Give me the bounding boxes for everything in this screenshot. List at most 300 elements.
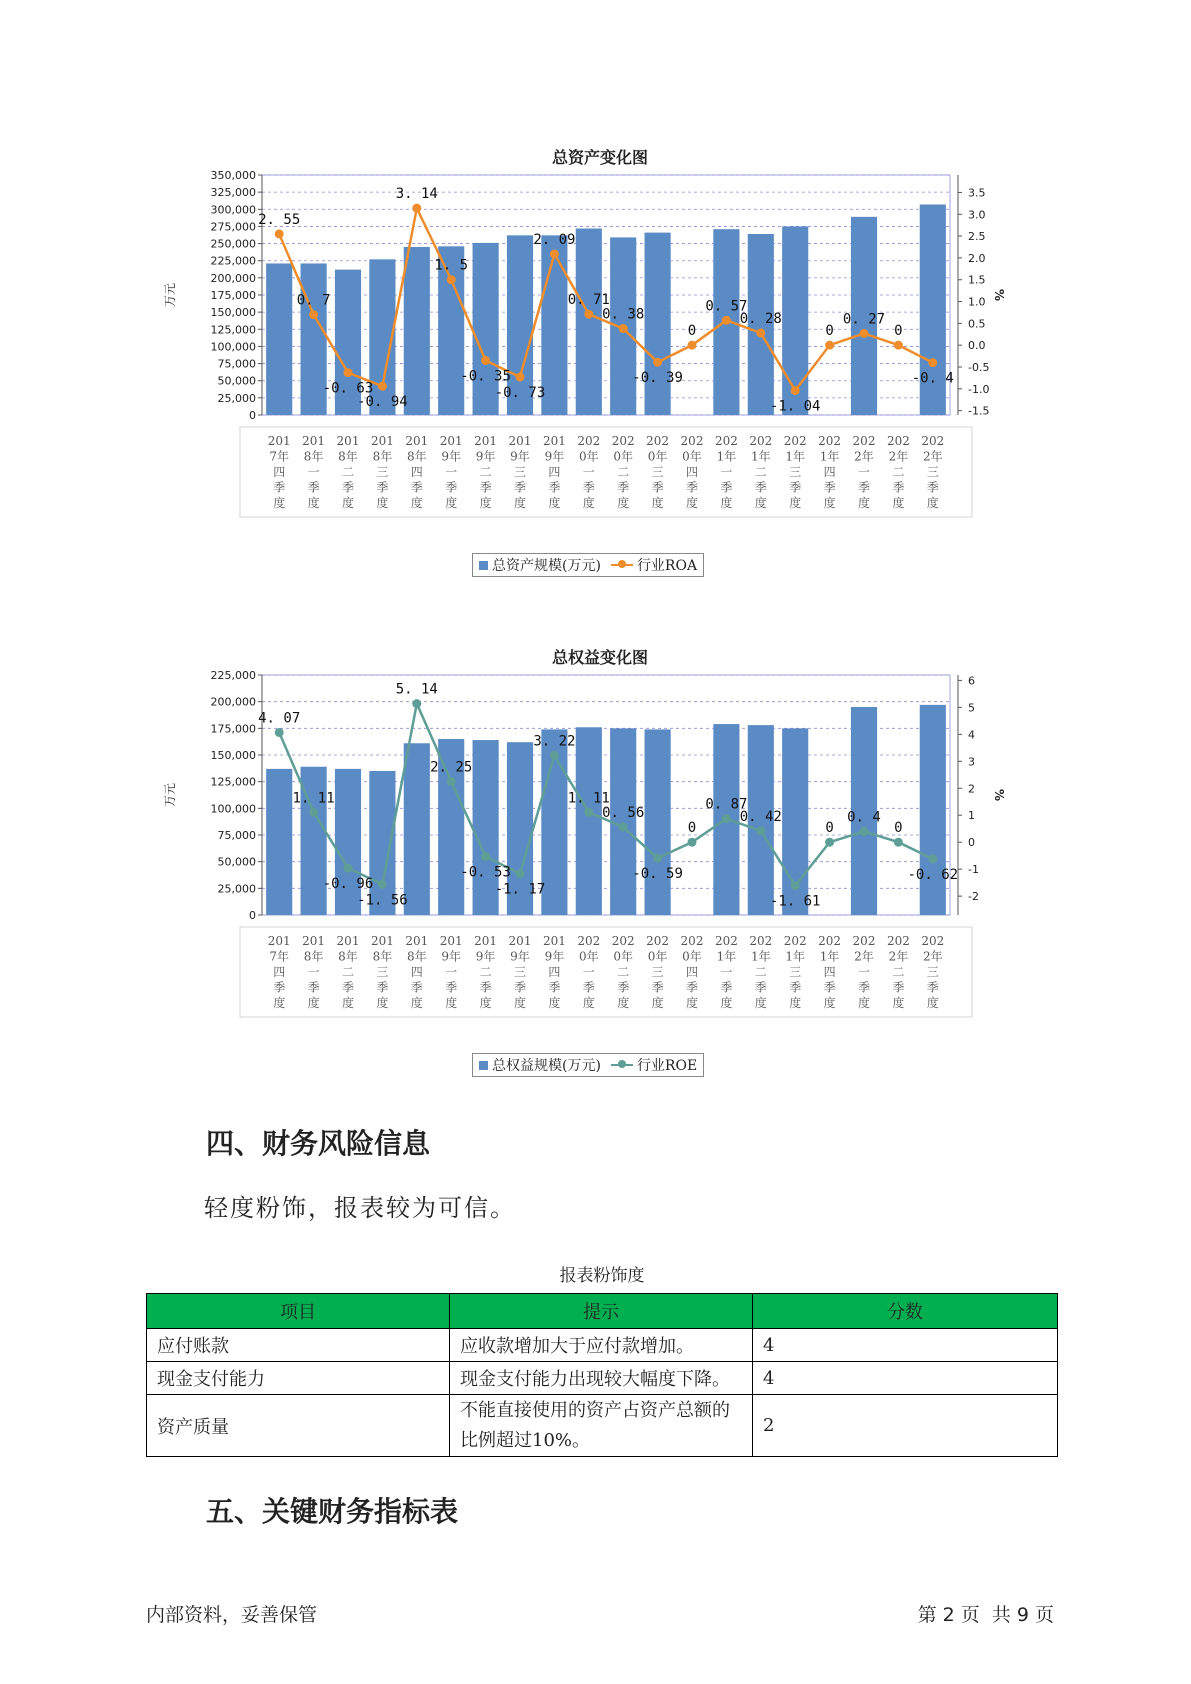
- x-tick-label: 度: [926, 996, 939, 1010]
- y2-tick-label: 0.5: [968, 317, 986, 331]
- x-tick-label: 度: [754, 496, 767, 510]
- x-tick-label: 季: [479, 480, 492, 495]
- x-tick-label: 1年: [750, 949, 771, 964]
- legend-label: 行业ROA: [636, 558, 698, 574]
- x-tick-label: 202: [783, 934, 807, 948]
- data-label: -0. 39: [632, 370, 683, 387]
- y2-tick-label: 3.5: [968, 186, 986, 200]
- x-tick-label: 201: [302, 434, 326, 448]
- x-tick-label: 度: [548, 996, 561, 1010]
- x-tick-label: 202: [646, 434, 670, 448]
- x-tick-label: 2年: [922, 449, 943, 464]
- chart-title: 总资产变化图: [551, 148, 648, 167]
- y-tick-label: 350,000: [210, 169, 256, 182]
- data-label: -0. 59: [632, 866, 683, 883]
- x-tick-label: 季: [513, 980, 527, 995]
- x-tick-label: 季: [754, 480, 767, 495]
- x-tick-label: 一: [445, 965, 458, 979]
- data-label: -0. 73: [494, 385, 546, 402]
- y2-tick-label: 0: [968, 836, 975, 850]
- line-point: [550, 751, 559, 760]
- x-tick-label: 季: [376, 480, 389, 495]
- x-tick-label: 季: [685, 980, 699, 995]
- line-point: [825, 341, 834, 350]
- y-tick-label: 150,000: [210, 749, 256, 762]
- x-tick-label: 四: [548, 965, 561, 979]
- line-point: [344, 864, 353, 873]
- y-tick-label: 100,000: [210, 340, 256, 354]
- x-tick-label: 9年: [441, 949, 462, 964]
- legend-item-bar: [479, 555, 601, 575]
- x-tick-label: 三: [513, 465, 527, 479]
- bar: [645, 729, 671, 915]
- data-label: -1. 56: [357, 892, 408, 909]
- line-point: [825, 838, 834, 847]
- data-label: 0. 71: [567, 292, 610, 309]
- x-tick-label: 季: [445, 480, 458, 495]
- x-tick-label: 一: [445, 465, 458, 479]
- x-tick-label: 度: [548, 496, 561, 510]
- line-point: [344, 368, 353, 377]
- x-tick-label: 9年: [510, 449, 530, 464]
- x-tick-label: 度: [892, 496, 905, 510]
- line-point: [584, 310, 593, 319]
- x-tick-label: 度: [273, 996, 286, 1010]
- data-label: 0: [825, 323, 834, 340]
- y2-tick-label: 3: [968, 755, 975, 769]
- data-label: 0: [825, 820, 834, 837]
- x-tick-label: 季: [685, 480, 699, 495]
- y2-axis-title: %: [992, 288, 1006, 302]
- table-row: [147, 1329, 1058, 1362]
- x-tick-label: 度: [685, 496, 699, 510]
- x-tick-label: 度: [513, 496, 527, 510]
- data-label: 0. 42: [739, 808, 782, 825]
- y-tick-label: 300,000: [210, 203, 256, 217]
- y2-tick-label: 6: [968, 674, 975, 688]
- y-tick-label: 50,000: [217, 855, 256, 869]
- line-point: [928, 358, 937, 367]
- x-tick-label: 2年: [888, 949, 909, 964]
- x-tick-label: 二: [341, 965, 355, 979]
- data-label: 0. 28: [739, 310, 782, 327]
- data-label: -0. 62: [907, 866, 959, 883]
- total-equity-chart: [150, 635, 1050, 1095]
- x-tick-label: 四: [823, 965, 836, 979]
- x-tick-label: 季: [548, 980, 561, 995]
- data-label: -1. 04: [769, 398, 821, 415]
- x-tick-label: 三: [651, 465, 664, 479]
- x-tick-label: 三: [789, 965, 802, 979]
- x-tick-label: 度: [479, 996, 492, 1010]
- x-tick-label: 季: [720, 480, 733, 495]
- x-tick-label: 202: [783, 434, 807, 448]
- line-point: [447, 275, 456, 284]
- y-tick-label: 75,000: [217, 829, 256, 842]
- table-row: [147, 1395, 1058, 1457]
- x-tick-label: 0年: [578, 449, 599, 464]
- x-tick-label: 度: [479, 496, 492, 510]
- x-tick-label: 二: [479, 965, 492, 979]
- x-tick-label: 7年: [269, 949, 290, 964]
- x-tick-label: 季: [617, 480, 630, 495]
- data-label: 0. 38: [602, 306, 645, 323]
- data-label: -1. 61: [769, 893, 821, 910]
- x-tick-label: 度: [685, 996, 699, 1010]
- x-tick-label: 季: [582, 980, 595, 995]
- x-tick-label: 季: [513, 480, 527, 495]
- x-tick-label: 202: [714, 434, 738, 448]
- x-tick-label: 度: [789, 996, 802, 1010]
- x-tick-label: 201: [508, 934, 532, 948]
- line-point: [860, 827, 869, 836]
- y2-tick-label: -1.5: [968, 404, 990, 418]
- line-point: [619, 823, 628, 832]
- x-tick-label: 201: [370, 934, 394, 948]
- x-tick-label: 季: [341, 980, 355, 995]
- line-point: [412, 699, 421, 708]
- data-label: 0. 57: [705, 298, 748, 315]
- x-tick-label: 201: [542, 934, 566, 948]
- x-tick-label: 二: [479, 465, 492, 479]
- x-tick-label: 度: [823, 996, 836, 1010]
- y-tick-label: 75,000: [217, 357, 256, 371]
- x-tick-label: 8年: [372, 949, 393, 964]
- data-label: 2. 25: [430, 759, 473, 776]
- x-tick-label: 201: [267, 934, 291, 948]
- cell-hint: 不能直接使用的资产占资产总额的比例超过10%。: [450, 1395, 753, 1457]
- x-tick-label: 8年: [406, 949, 427, 964]
- x-tick-label: 一: [857, 465, 871, 479]
- x-tick-label: 201: [508, 434, 532, 448]
- x-tick-label: 7年: [269, 449, 290, 464]
- y-tick-label: 200,000: [210, 695, 256, 709]
- x-tick-label: 季: [307, 480, 320, 495]
- x-tick-label: 201: [302, 934, 326, 948]
- x-tick-label: 201: [405, 434, 429, 448]
- y-tick-label: 0: [249, 409, 256, 422]
- x-tick-label: 二: [892, 965, 905, 979]
- y-tick-label: 150,000: [210, 306, 256, 320]
- line-point: [309, 808, 318, 817]
- line-point: [481, 356, 490, 365]
- data-label: -0. 4: [911, 370, 954, 387]
- header-item: 项目: [147, 1294, 450, 1329]
- x-tick-label: 季: [341, 480, 355, 495]
- x-tick-label: 0年: [647, 449, 668, 464]
- y2-tick-label: 2.0: [968, 251, 986, 265]
- line-point: [688, 341, 697, 350]
- y-tick-label: 175,000: [210, 722, 256, 736]
- x-tick-label: 1年: [785, 949, 806, 964]
- chart-title: 总权益变化图: [551, 648, 648, 667]
- x-tick-label: 三: [926, 465, 939, 479]
- x-tick-label: 201: [267, 434, 291, 448]
- table-row: [147, 1362, 1058, 1395]
- bar: [920, 705, 946, 915]
- x-tick-label: 季: [926, 980, 939, 995]
- x-tick-label: 度: [754, 996, 767, 1010]
- x-tick-label: 2年: [854, 449, 874, 464]
- x-tick-label: 一: [307, 965, 320, 979]
- x-tick-label: 202: [886, 434, 910, 448]
- data-label: 4. 07: [258, 710, 301, 727]
- x-tick-label: 202: [818, 934, 842, 948]
- x-tick-label: 一: [720, 465, 733, 479]
- line-point: [378, 880, 387, 889]
- x-tick-label: 度: [823, 496, 836, 510]
- x-tick-label: 二: [892, 465, 905, 479]
- x-tick-label: 度: [582, 496, 595, 510]
- x-tick-label: 季: [857, 980, 871, 995]
- x-tick-label: 9年: [544, 449, 565, 464]
- x-tick-label: 度: [892, 996, 905, 1010]
- line-point: [481, 852, 490, 861]
- bar: [576, 228, 602, 415]
- y-tick-label: 50,000: [217, 374, 256, 388]
- line-point: [378, 382, 387, 391]
- data-label: -1. 17: [494, 881, 546, 898]
- x-tick-label: 202: [852, 934, 876, 948]
- bar: [404, 247, 430, 415]
- bar: [645, 233, 671, 415]
- y2-tick-label: 1.5: [968, 273, 986, 287]
- section-heading: 五、关键财务指标表: [206, 1495, 459, 1528]
- x-tick-label: 四: [410, 465, 423, 479]
- line-point: [688, 838, 697, 847]
- data-label: 2. 55: [258, 211, 301, 228]
- x-tick-label: 季: [789, 980, 802, 995]
- legend-label: 总资产规模(万元): [492, 558, 601, 574]
- x-tick-label: 度: [617, 996, 630, 1010]
- data-label: -0. 94: [357, 394, 408, 411]
- x-tick-label: 201: [405, 934, 429, 948]
- x-tick-label: 201: [474, 934, 498, 948]
- table-header-row: [147, 1294, 1058, 1329]
- x-tick-label: 度: [720, 496, 733, 510]
- x-tick-label: 一: [582, 965, 595, 979]
- cell-score: 2: [753, 1395, 1058, 1457]
- data-label: 1. 11: [292, 790, 335, 807]
- legend-item-line: [611, 555, 697, 575]
- y2-tick-label: 1.0: [968, 295, 986, 309]
- x-tick-label: 9年: [441, 449, 462, 464]
- x-tick-label: 0年: [682, 449, 702, 464]
- cell-item: 现金支付能力: [147, 1362, 450, 1395]
- x-tick-label: 一: [582, 465, 595, 479]
- y-tick-label: 25,000: [217, 391, 256, 405]
- x-tick-label: 度: [341, 996, 355, 1010]
- x-tick-label: 1年: [819, 949, 840, 964]
- x-tick-label: 9年: [510, 949, 530, 964]
- data-label: 2. 09: [533, 231, 576, 248]
- line-point: [756, 328, 765, 337]
- x-tick-label: 度: [341, 496, 355, 510]
- x-tick-label: 201: [542, 434, 566, 448]
- y-axis-title: 万元: [163, 782, 177, 808]
- x-tick-label: 一: [307, 465, 320, 479]
- line-point: [447, 777, 456, 786]
- x-tick-label: 8年: [406, 449, 427, 464]
- legend-label: 行业ROE: [636, 1058, 698, 1074]
- y-tick-label: 25,000: [217, 882, 256, 896]
- data-label: -0. 63: [322, 380, 374, 397]
- x-tick-label: 0年: [613, 449, 634, 464]
- risk-table: [146, 1293, 1058, 1457]
- x-tick-label: 201: [439, 934, 463, 948]
- x-tick-label: 度: [273, 496, 286, 510]
- x-tick-label: 季: [720, 980, 733, 995]
- bar: [576, 727, 602, 915]
- line-point: [584, 808, 593, 817]
- y-tick-label: 175,000: [210, 289, 256, 302]
- x-tick-label: 三: [789, 465, 802, 479]
- x-tick-label: 201: [336, 934, 360, 948]
- chart-legend: [472, 1053, 704, 1077]
- x-tick-label: 度: [410, 496, 423, 510]
- x-tick-label: 二: [341, 465, 355, 479]
- x-tick-label: 季: [410, 480, 423, 495]
- x-tick-label: 9年: [475, 449, 496, 464]
- x-tick-label: 202: [611, 934, 635, 948]
- x-tick-label: 四: [685, 965, 699, 979]
- data-label: 0: [687, 820, 697, 837]
- x-tick-label: 三: [926, 965, 939, 979]
- x-tick-label: 8年: [372, 449, 393, 464]
- x-tick-label: 季: [789, 480, 802, 495]
- x-tick-label: 0年: [647, 949, 668, 964]
- x-tick-label: 度: [651, 996, 664, 1010]
- cell-item: 资产质量: [147, 1395, 450, 1457]
- bar: [266, 263, 292, 415]
- x-tick-label: 1年: [716, 949, 737, 964]
- total-assets-chart: [150, 135, 1050, 595]
- x-tick-label: 1年: [819, 449, 840, 464]
- y2-tick-label: 5: [968, 701, 975, 715]
- data-label: 5. 14: [395, 681, 438, 698]
- x-tick-label: 度: [376, 996, 389, 1010]
- footer-left: 内部资料，妥善保管: [146, 1604, 318, 1626]
- header-hint: 提示: [450, 1294, 753, 1329]
- x-tick-label: 201: [474, 434, 498, 448]
- y-tick-label: 100,000: [210, 802, 256, 816]
- y2-tick-label: 4: [968, 728, 975, 742]
- x-tick-label: 季: [617, 980, 630, 995]
- x-tick-label: 二: [617, 465, 630, 479]
- x-tick-label: 202: [749, 434, 773, 448]
- line-point: [722, 814, 731, 823]
- cell-item: 应付账款: [147, 1329, 450, 1362]
- table-caption: 报表粉饰度: [559, 1266, 645, 1286]
- line-point: [619, 324, 628, 333]
- data-label: 0. 87: [705, 796, 748, 813]
- x-tick-label: 三: [376, 465, 389, 479]
- x-tick-label: 度: [617, 496, 630, 510]
- data-label: 3. 14: [395, 186, 438, 203]
- x-tick-label: 2年: [922, 949, 943, 964]
- legend-item-line: [611, 1055, 697, 1075]
- x-tick-label: 度: [307, 996, 320, 1010]
- data-label: 0. 4: [847, 809, 881, 826]
- x-tick-label: 202: [921, 934, 945, 948]
- x-tick-label: 度: [307, 496, 320, 510]
- y-axis-title: 万元: [163, 282, 177, 308]
- x-tick-label: 三: [513, 965, 527, 979]
- y-tick-label: 250,000: [210, 237, 256, 251]
- x-tick-label: 202: [749, 934, 773, 948]
- x-tick-label: 8年: [338, 449, 358, 464]
- x-tick-label: 202: [680, 434, 704, 448]
- x-tick-label: 四: [548, 465, 561, 479]
- y-tick-label: 125,000: [210, 323, 256, 337]
- line-point: [275, 229, 284, 238]
- x-tick-label: 季: [445, 980, 458, 995]
- x-tick-label: 度: [582, 996, 595, 1010]
- footer-right: 第 2 页 共 9 页: [917, 1604, 1054, 1626]
- y-tick-label: 325,000: [210, 186, 256, 200]
- data-label: 0: [687, 323, 697, 340]
- data-label: 1. 11: [567, 790, 610, 807]
- y2-tick-label: -1: [968, 863, 979, 877]
- chart-legend: [472, 553, 704, 577]
- cell-score: 4: [753, 1362, 1058, 1395]
- x-tick-label: 四: [823, 465, 836, 479]
- x-tick-label: 度: [445, 996, 458, 1010]
- x-tick-label: 季: [926, 480, 939, 495]
- data-label: 0: [894, 323, 903, 340]
- x-tick-label: 202: [852, 434, 876, 448]
- x-tick-label: 202: [714, 934, 738, 948]
- y2-tick-label: 3.0: [968, 208, 986, 222]
- line-point: [791, 881, 800, 890]
- x-tick-label: 二: [754, 965, 767, 979]
- line-point: [722, 316, 731, 325]
- line-point: [653, 854, 662, 863]
- line-point: [653, 358, 662, 367]
- bar: [404, 743, 430, 915]
- data-label: -0. 53: [460, 864, 511, 881]
- x-tick-label: 季: [273, 480, 286, 495]
- data-label: 0. 7: [296, 292, 331, 309]
- x-tick-label: 202: [680, 934, 704, 948]
- line-point: [756, 826, 765, 835]
- x-tick-label: 季: [479, 980, 492, 995]
- x-tick-label: 9年: [475, 949, 496, 964]
- x-tick-label: 202: [921, 434, 945, 448]
- y-tick-label: 225,000: [210, 669, 256, 682]
- bar: [610, 728, 636, 915]
- x-tick-label: 度: [789, 496, 802, 510]
- x-tick-label: 202: [577, 934, 601, 948]
- x-tick-label: 度: [651, 496, 664, 510]
- x-tick-label: 度: [720, 996, 733, 1010]
- chart-svg: [150, 135, 1050, 595]
- y-tick-label: 275,000: [210, 220, 256, 234]
- x-tick-label: 202: [886, 934, 910, 948]
- x-tick-label: 9年: [544, 949, 565, 964]
- cell-score: 4: [753, 1329, 1058, 1362]
- cell-hint: 现金支付能力出现较大幅度下降。: [450, 1362, 753, 1395]
- line-point: [309, 310, 318, 319]
- x-tick-label: 0年: [613, 949, 634, 964]
- x-tick-label: 季: [823, 480, 836, 495]
- x-tick-label: 季: [273, 980, 286, 995]
- line-point: [894, 341, 903, 350]
- cell-hint: 应收款增加大于应付款增加。: [450, 1329, 753, 1362]
- line-point: [516, 373, 525, 382]
- x-tick-label: 201: [370, 434, 394, 448]
- x-tick-label: 8年: [338, 949, 358, 964]
